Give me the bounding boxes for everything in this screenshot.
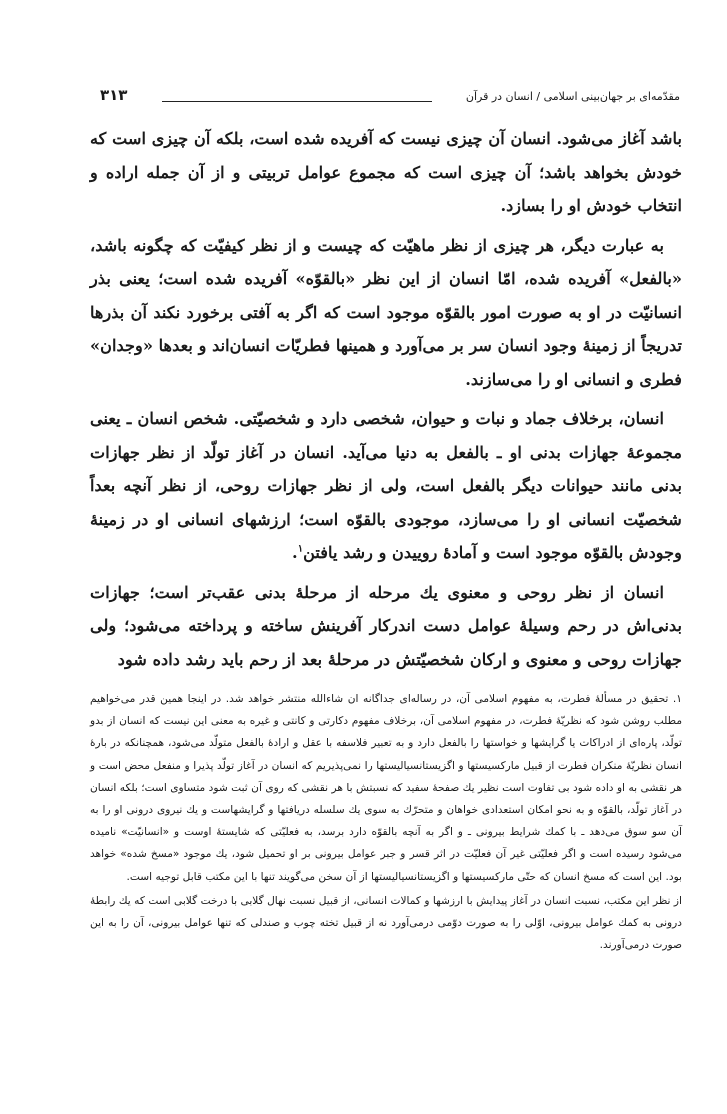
footnotes (90, 688, 682, 956)
footnote-item: از نظر این مکتب، نسبت انسان در آغاز پیدایش با ارزشها و کمالات انسانی، از قبیل نسبت نهال گلابی با درخت گلابی است که یك رابطهٔ درونی به کمك عوامل بیرونی، اوّلی را به صورت دوّمی درمی‌آورد نه از قبیل تخته چوب و صندلی که تنها عوامل بیرونی، آن را به این صورت درمی‌آورند. (90, 894, 682, 952)
page-number: ۳۱۳ (100, 86, 128, 104)
header-rule (162, 101, 432, 102)
footnote-reference: ۱ (297, 543, 304, 555)
paragraph (90, 402, 682, 570)
footnote-item: ۱. تحقیق در مسألهٔ فطرت، به مفهوم اسلامی آن، در رساله‌ای جداگانه ان شاءالله منتشر خواهد شد. در اینجا همین قدر می‌خواهیم مطلب روشن شود که نظریّهٔ فطرت، در مفهوم اسلامی آن، برخلاف مفهوم دکارتی و کانتی و غیره به معنی این نیست که انسان از بدو تولّد، پاره‌ای از ادراکات یا گرایشها و خواستها را بالفعل دارد و به تعبیر فلاسفه با عقل و ارادهٔ بالفعل متولّد می‌شود، همچنانکه در بارهٔ انسان نظریّهٔ منکران فطرت از قبیل مارکسیستها و اگزیستانسیالیستها را نمی‌پذیریم که انسان در آغاز تولّد پذیرا و منفعل محض است و هر نقشی به او داده شود بی تفاوت است نظیر یك صفحهٔ سفید که نسبتش با هر نقشی که روی آن ثبت شود متساوی است؛ بلکه انسان در آغاز تولّد، بالقوّه و به نحو امکان استعدادی خواهان و متحرّك به سوی یك سلسله دریافتها و گرایشهاست و یك نیروی درونی او را به آن سو سوق می‌دهد ـ با کمك شرایط بیرونی ـ و اگر به آنچه بالقوّه دارد برسد، به فعلیّتی که شایستهٔ اوست و «انسانیّت» نامیده می‌شود رسیده است و اگر فعلیّتی غیر آن فعلیّت در اثر قسر و جبر عوامل بیرونی بر او تحمیل شود، یك موجود «مسخ شده» خواهد بود. این است که مسخ انسان که حتّی مارکسیستها و اگزیستانسیالیستها از آن سخن می‌گویند تنها با این مکتب قابل توجیه است. (90, 693, 682, 883)
main-text (90, 122, 682, 682)
paragraph: انسان از نظر روحی و معنوی یك مرحله از مرحلهٔ بدنی عقب‌تر است؛ جهازات بدنی‌اش در رحم وسیلهٔ عوامل دست اندرکار آفرینش ساخته و پرداخته می‌شود؛ ولی جهازات روحی و معنوی و ارکان شخصیّتش در مرحلهٔ بعد از رحم باید رشد داده شود (90, 582, 682, 669)
paragraph-end-punct: . (292, 543, 298, 562)
paragraph: باشد آغاز می‌شود. انسان آن چیزی نیست که آفریده شده است، بلکه آن چیزی است که خودش بخواهد باشد؛ آن چیزی است که مجموع عوامل تربیتی و از آن جمله اراده و انتخاب خودش او را بسازد. (90, 129, 682, 215)
running-header (100, 86, 680, 108)
header-title: مقدّمه‌ای بر جهان‌بینی اسلامی / انسان در قرآن (465, 90, 680, 103)
paragraph-text: انسان، برخلاف جماد و نبات و حیوان، شخصی دارد و شخصیّتی. شخص انسان ـ یعنی مجموعهٔ جهازات بدنی او ـ بالفعل به دنیا می‌آید. انسان در آغاز تولّد از نظر جهازات بدنی مانند حیوانات دیگر بالفعل است، ولی از نظر جهازات روحی، از نظر آنچه بعداً شخصیّت انسانی او را می‌سازد، موجودی بالقوّه است؛ ارزشهای انسانی او در زمینهٔ وجودش بالقوّه موجود است و آمادهٔ روییدن و رشد یافتن (90, 409, 682, 562)
paragraph: به عبارت دیگر، هر چیزی از نظر ماهیّت که چیست و از نظر کیفیّت که چگونه باشد، «بالفعل» آفریده شده، امّا انسان از این نظر «بالقوّه» آفریده شده است؛ یعنی بذر انسانیّت در او به صورت امور بالقوّه موجود است که اگر به آفتی برخورد نکند آن بذرها تدریجاً از زمینهٔ وجود انسان سر بر می‌آورد و همینها فطریّات انسان‌اند و بعدها «وجدان» فطری و انسانی او را می‌سازند. (90, 235, 682, 389)
